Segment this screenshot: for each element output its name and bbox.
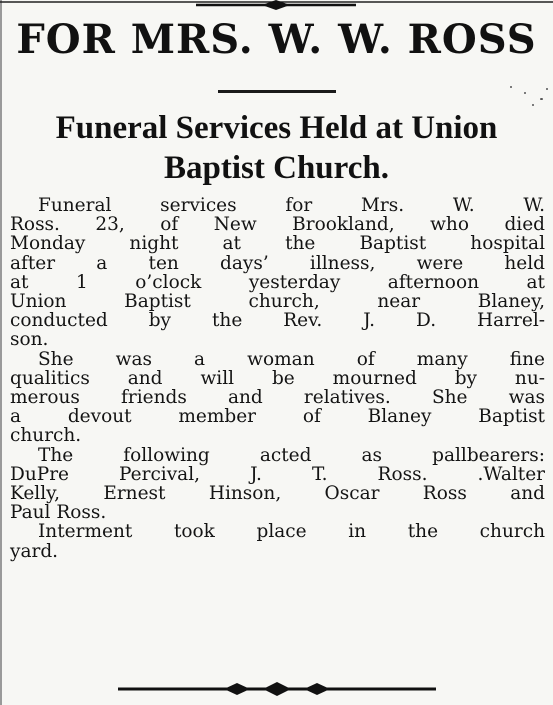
print-speck — [524, 92, 526, 94]
top-ornament-rule — [0, 0, 553, 10]
paragraph-1-line-4: after a ten days’ illness, were held — [10, 252, 545, 274]
subheadline-line-1: Funeral Services Held at Union — [55, 110, 498, 146]
paragraph-1-line-7: conducted by the Rev. J. D. Harrel- — [10, 310, 545, 332]
print-speck — [540, 98, 543, 100]
paragraph-1-line-6: Union Baptist church, near Blaney, — [10, 291, 545, 313]
clipping-left-edge — [0, 0, 2, 705]
bottom-ornament-rule — [118, 681, 436, 697]
paragraph-2-line-3: merous friends and relatives. She was — [10, 387, 545, 409]
paragraph-3-line-1: The following acted as pallbearers: — [38, 444, 545, 466]
headline-divider — [218, 90, 336, 93]
paragraph-1-line-3: Monday night at the Baptist hospital — [10, 233, 545, 255]
paragraph-1-line-5: at 1 o’clock yesterday afternoon at — [10, 271, 545, 293]
print-speck — [546, 88, 548, 90]
paragraph-4-line-1: Interment took place in the church — [38, 521, 545, 543]
subheadline — [0, 108, 553, 188]
print-speck — [510, 86, 512, 88]
paragraph-1-line-8: son. — [10, 329, 49, 351]
paragraph-1-line-1: Funeral services for Mrs. W. W. — [38, 195, 545, 216]
paragraph-2-line-5: church. — [10, 425, 82, 447]
paragraph-4-line-2: yard. — [10, 540, 59, 562]
article-body — [10, 196, 545, 561]
paragraph-3-line-2: DuPre Percival, J. T. Ross. .Walter — [10, 463, 545, 485]
subheadline-line-2: Baptist Church. — [164, 150, 389, 186]
paragraph-2-line-4: a devout member of Blaney Baptist — [10, 406, 545, 428]
paragraph-1-line-2: Ross. 23, of New Brookland, who died — [10, 214, 545, 236]
paragraph-2-line-2: qualitics and will be mourned by nu- — [10, 367, 545, 389]
paragraph-3-line-4: Paul Ross. — [10, 502, 107, 524]
paragraph-2-line-1: She was a woman of many fine — [38, 348, 545, 370]
paragraph-3-line-3: Kelly, Ernest Hinson, Oscar Ross and — [10, 483, 545, 505]
print-speck — [532, 104, 534, 106]
headline: FOR MRS. W. W. ROSS — [16, 16, 537, 63]
